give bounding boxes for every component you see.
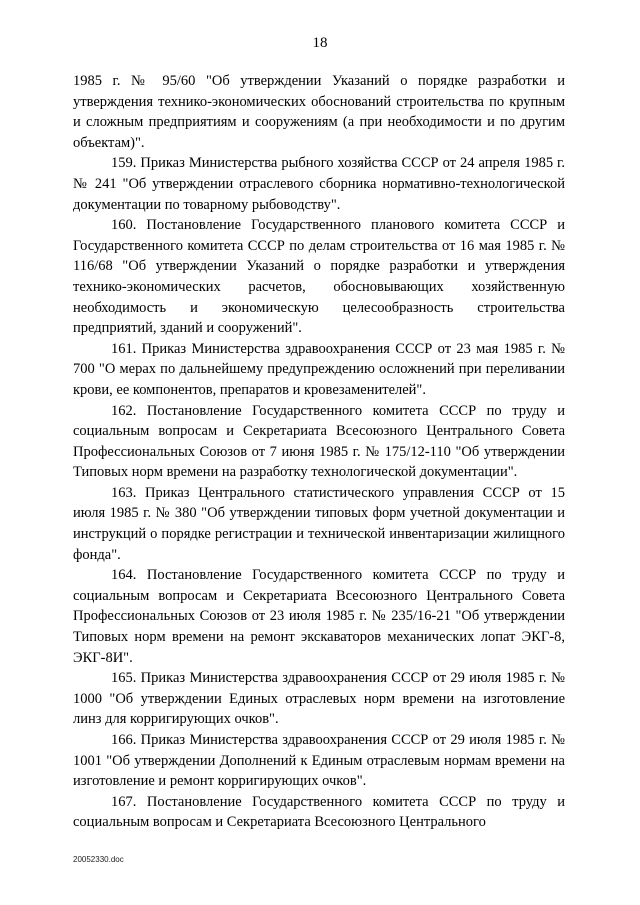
paragraph-item-164: 164. Постановление Государственного комитета СССР по труду и социальным вопросам и Секретариата Всесоюзного Центрального Совета Профессиональных Союзов от 23 июля 1985 г. № 235/16-21 "Об утверждении Типовых норм времени на ремонт экскаваторов механических лопат ЭКГ-8, ЭКГ-8И".	[73, 567, 565, 666]
paragraph-item-162: 162. Постановление Государственного комитета СССР по труду и социальным вопросам и Секретариата Всесоюзного Центрального Совета Профессиональных Союзов от 7 июня 1985 г. № 175/12-110 "Об утверждении Типовых норм времени на разработку технологической документации".	[73, 402, 565, 481]
document-body	[73, 71, 565, 833]
paragraph-continuation: 1985 г. № 95/60 "Об утверждении Указаний о порядке разработки и утверждения технико-экономических обоснований строительства по крупным и сложным предприятиям и сооружениям (а при необходимости и по другим объектам)".	[73, 73, 565, 151]
paragraph-item-163: 163. Приказ Центрального статистического управления СССР от 15 июля 1985 г. № 380 "Об утверждении типовых форм учетной документации и инструкций о порядке регистрации и технической инвентаризации жилищного фонда".	[73, 484, 565, 563]
footer-filename: 20052330.doc	[73, 855, 124, 864]
paragraph-item-167: 167. Постановление Государственного комитета СССР по труду и социальным вопросам и Секретариата Всесоюзного Центрального	[73, 793, 565, 831]
paragraph-item-160: 160. Постановление Государственного планового комитета СССР и Государственного комитета СССР по делам строительства от 16 мая 1985 г. № 116/68 "Об утверждении Указаний о порядке разработки и утверждения технико-экономических расчетов, обосновывающих хозяйственную необходимость и экономическую целесообразность строительства предприятий, зданий и сооружений".	[73, 217, 565, 337]
paragraph-item-159: 159. Приказ Министерства рыбного хозяйства СССР от 24 апреля 1985 г. № 241 "Об утверждении отраслевого сборника нормативно-технологической документации по товарному рыбоводству".	[73, 155, 565, 213]
paragraph-item-165: 165. Приказ Министерства здравоохранения СССР от 29 июля 1985 г. № 1000 "Об утверждении Единых отраслевых норм времени на изготовление линз для корригирующих очков".	[73, 670, 565, 728]
paragraph-item-161: 161. Приказ Министерства здравоохранения СССР от 23 мая 1985 г. № 700 "О мерах по дальнейшему предупреждению осложнений при переливании крови, ее компонентов, препаратов и кровезаменителей".	[73, 340, 565, 398]
paragraph-item-166: 166. Приказ Министерства здравоохранения СССР от 29 июля 1985 г. № 1001 "Об утверждении Дополнений к Единым отраслевым нормам времени на изготовление и ремонт корригирующих очков".	[73, 732, 565, 790]
page-number: 18	[312, 35, 328, 51]
